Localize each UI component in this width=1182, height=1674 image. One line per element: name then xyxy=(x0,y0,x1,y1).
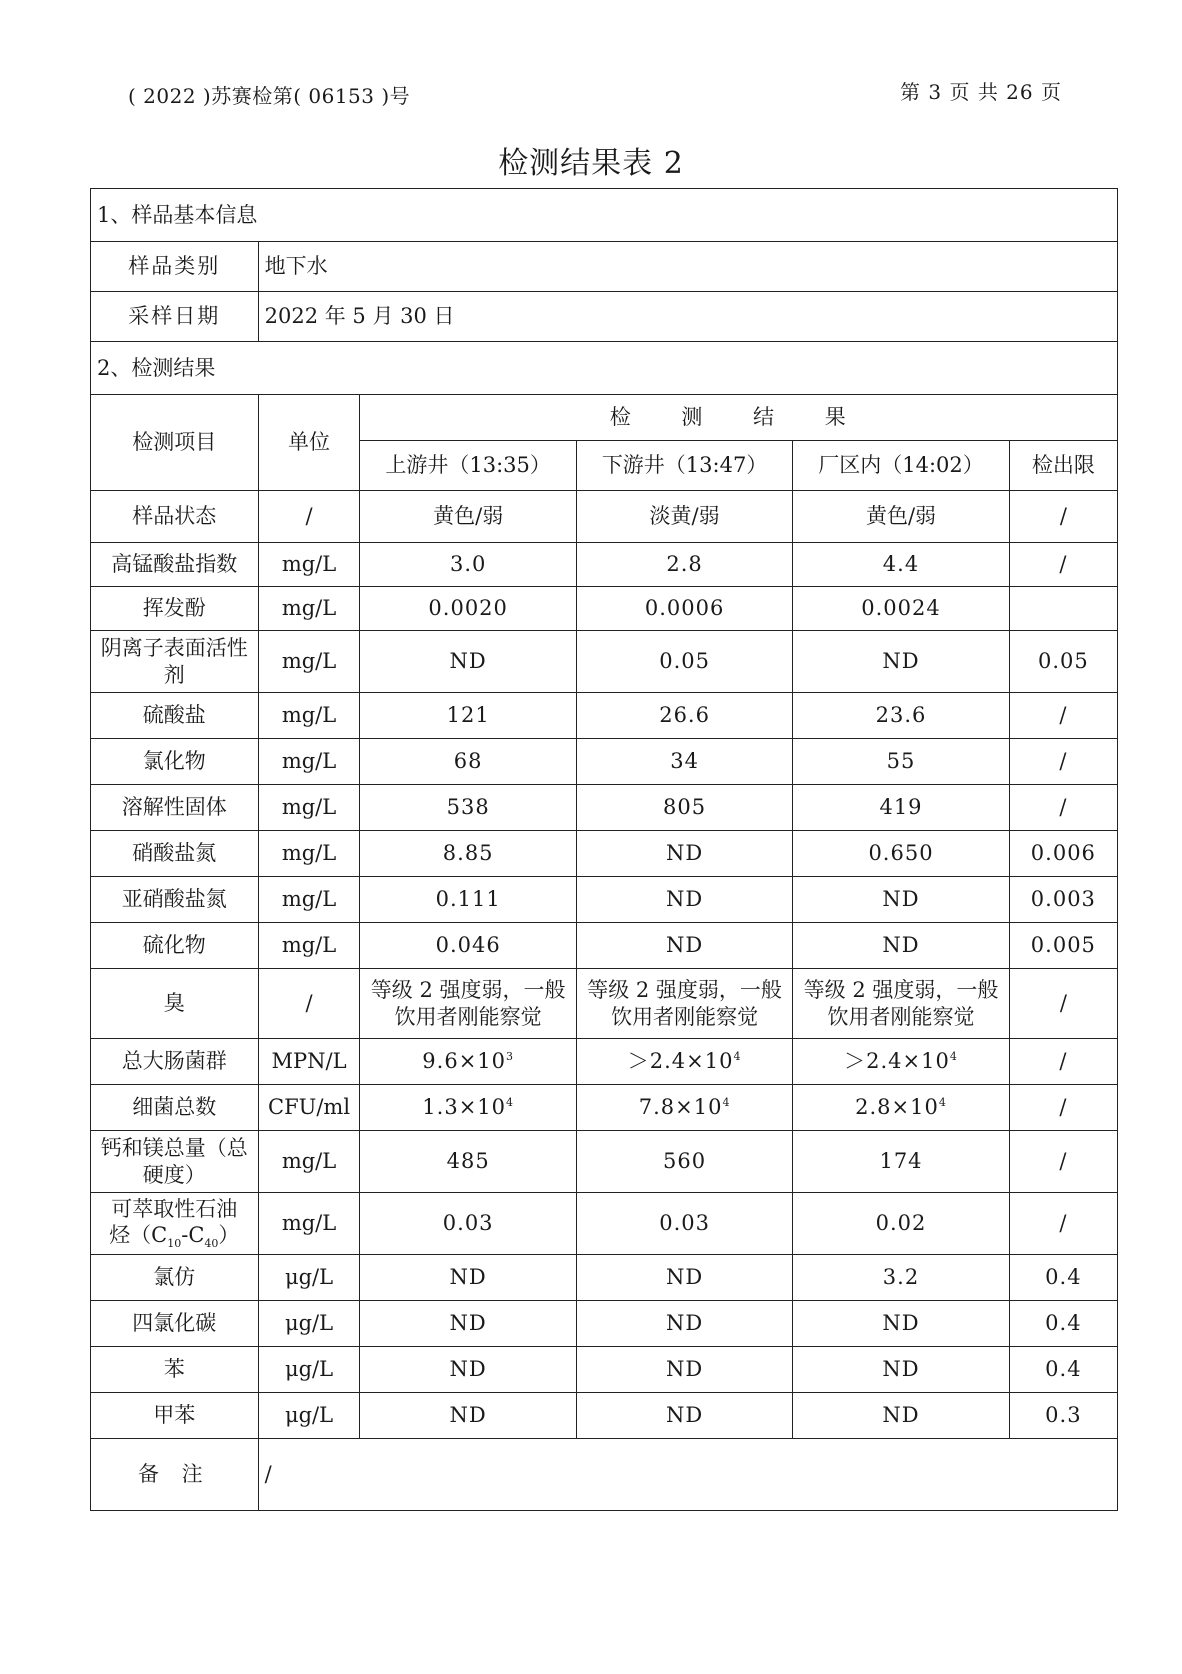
info-row xyxy=(91,292,1118,342)
plant-value: ND xyxy=(793,877,1009,923)
item-name: 总大肠菌群 xyxy=(91,1039,259,1085)
item-name: 样品状态 xyxy=(91,491,259,543)
remark-row xyxy=(91,1439,1118,1511)
plant-value: ND xyxy=(793,1301,1009,1347)
detection-limit: / xyxy=(1009,1039,1117,1085)
item-name: 亚硝酸盐氮 xyxy=(91,877,259,923)
detection-limit: 0.05 xyxy=(1009,631,1117,693)
plant-value: ND xyxy=(793,1347,1009,1393)
downstream-value: ND xyxy=(576,877,792,923)
info-row xyxy=(91,242,1118,292)
detection-limit: 0.005 xyxy=(1009,923,1117,969)
plant-value: ND xyxy=(793,1393,1009,1439)
plant-value: 4.4 xyxy=(793,543,1009,587)
item-name-close: ） xyxy=(218,1223,240,1248)
upstream-value: 8.85 xyxy=(360,831,576,877)
item-name: 细菌总数 xyxy=(91,1085,259,1131)
section-row xyxy=(91,342,1118,395)
detection-limit: / xyxy=(1009,1131,1117,1193)
plant-value: 55 xyxy=(793,739,1009,785)
col-upstream-header: 上游井（13:35） xyxy=(360,441,576,491)
upstream-value: 538 xyxy=(360,785,576,831)
upstream-value: 0.03 xyxy=(360,1193,576,1255)
downstream-value: 0.0006 xyxy=(576,587,792,631)
item-name: 氯仿 xyxy=(91,1255,259,1301)
plant-value xyxy=(793,1085,1009,1131)
downstream-value: 805 xyxy=(576,785,792,831)
downstream-value: 等级 2 强度弱，一般饮用者刚能察觉 xyxy=(576,969,792,1039)
item-name: 钙和镁总量（总硬度） xyxy=(91,1131,259,1193)
table-row xyxy=(91,1039,1118,1085)
plant-value: 419 xyxy=(793,785,1009,831)
unit: mg/L xyxy=(258,1193,360,1255)
downstream-value: 26.6 xyxy=(576,693,792,739)
plant-value: 0.650 xyxy=(793,831,1009,877)
table-row xyxy=(91,1255,1118,1301)
item-name-dash: -C xyxy=(181,1223,205,1248)
unit: mg/L xyxy=(258,587,360,631)
col-downstream-header: 下游井（13:47） xyxy=(576,441,792,491)
detection-limit: / xyxy=(1009,969,1117,1039)
item-name: 挥发酚 xyxy=(91,587,259,631)
upstream-value: ND xyxy=(360,1301,576,1347)
detection-limit: / xyxy=(1009,739,1117,785)
item-name: 硝酸盐氮 xyxy=(91,831,259,877)
upstream-value: ND xyxy=(360,1255,576,1301)
downstream-value xyxy=(576,1085,792,1131)
item-name: 高锰酸盐指数 xyxy=(91,543,259,587)
sample-date-value: 2022 年 5 月 30 日 xyxy=(258,292,1117,342)
detection-limit: 0.003 xyxy=(1009,877,1117,923)
upstream-value: 121 xyxy=(360,693,576,739)
item-name-line1: 可萃取性石油 xyxy=(111,1196,238,1221)
upstream-value xyxy=(360,1085,576,1131)
carbon-end: 40 xyxy=(204,1237,219,1251)
downstream-value: 0.03 xyxy=(576,1193,792,1255)
section-row xyxy=(91,189,1118,242)
table-row xyxy=(91,831,1118,877)
plant-value: 23.6 xyxy=(793,693,1009,739)
table-row xyxy=(91,1193,1118,1255)
plant-value xyxy=(793,1039,1009,1085)
downstream-value: ND xyxy=(576,923,792,969)
table-row xyxy=(91,1301,1118,1347)
col-results-header: 检 测 结 果 xyxy=(360,395,1118,441)
table-row xyxy=(91,1347,1118,1393)
header-row xyxy=(91,395,1118,441)
table-row xyxy=(91,739,1118,785)
results-table xyxy=(90,188,1118,1511)
item-name: 阴离子表面活性剂 xyxy=(91,631,259,693)
value-base: 9.6×10 xyxy=(422,1049,507,1074)
detection-limit xyxy=(1009,587,1117,631)
item-name: 臭 xyxy=(91,969,259,1039)
plant-value: 174 xyxy=(793,1131,1009,1193)
item-name: 四氯化碳 xyxy=(91,1301,259,1347)
downstream-value: ND xyxy=(576,831,792,877)
col-unit-header: 单位 xyxy=(258,395,360,491)
detection-limit: / xyxy=(1009,543,1117,587)
col-plant-header: 厂区内（14:02） xyxy=(793,441,1009,491)
unit: / xyxy=(258,491,360,543)
unit: / xyxy=(258,969,360,1039)
col-item-header: 检测项目 xyxy=(91,395,259,491)
downstream-value: ND xyxy=(576,1393,792,1439)
detection-limit: 0.4 xyxy=(1009,1347,1117,1393)
unit: mg/L xyxy=(258,1131,360,1193)
detection-limit: 0.3 xyxy=(1009,1393,1117,1439)
value-exponent: 4 xyxy=(938,1096,947,1110)
upstream-value xyxy=(360,1039,576,1085)
value-base: 2.8×10 xyxy=(855,1095,939,1120)
table-row xyxy=(91,785,1118,831)
value-base: ＞2.4×10 xyxy=(844,1049,950,1074)
plant-value: 0.02 xyxy=(793,1193,1009,1255)
section2-heading: 2、检测结果 xyxy=(91,342,1118,395)
unit: mg/L xyxy=(258,543,360,587)
upstream-value: 0.046 xyxy=(360,923,576,969)
downstream-value: ND xyxy=(576,1301,792,1347)
value-exponent: 4 xyxy=(949,1050,958,1064)
table-row xyxy=(91,587,1118,631)
value-exponent: 4 xyxy=(733,1050,742,1064)
table-row xyxy=(91,923,1118,969)
plant-value: 0.0024 xyxy=(793,587,1009,631)
item-name: 氯化物 xyxy=(91,739,259,785)
item-name: 溶解性固体 xyxy=(91,785,259,831)
downstream-value: 2.8 xyxy=(576,543,792,587)
page-title: 检测结果表 2 xyxy=(498,146,684,181)
plant-value: 黄色/弱 xyxy=(793,491,1009,543)
value-exponent: 3 xyxy=(506,1050,515,1064)
item-name xyxy=(91,1193,259,1255)
remark-value: / xyxy=(258,1439,1117,1511)
downstream-value: 0.05 xyxy=(576,631,792,693)
unit: mg/L xyxy=(258,877,360,923)
upstream-value: 485 xyxy=(360,1131,576,1193)
item-name-line2: 烃（C xyxy=(109,1223,168,1248)
downstream-value: 34 xyxy=(576,739,792,785)
table-row xyxy=(91,1131,1118,1193)
detection-limit: / xyxy=(1009,693,1117,739)
unit: mg/L xyxy=(258,631,360,693)
sample-type-value: 地下水 xyxy=(258,242,1117,292)
upstream-value: 0.111 xyxy=(360,877,576,923)
value-exponent: 4 xyxy=(506,1096,515,1110)
table-row xyxy=(91,631,1118,693)
unit: mg/L xyxy=(258,785,360,831)
detection-limit: / xyxy=(1009,785,1117,831)
upstream-value: ND xyxy=(360,631,576,693)
unit: μg/L xyxy=(258,1255,360,1301)
upstream-value: 黄色/弱 xyxy=(360,491,576,543)
sample-date-label: 采样日期 xyxy=(91,292,259,342)
remark-label: 备 注 xyxy=(91,1439,259,1511)
plant-value: 等级 2 强度弱，一般饮用者刚能察觉 xyxy=(793,969,1009,1039)
detection-limit: 0.4 xyxy=(1009,1301,1117,1347)
table-row xyxy=(91,491,1118,543)
downstream-value: ND xyxy=(576,1255,792,1301)
upstream-value: ND xyxy=(360,1393,576,1439)
unit: mg/L xyxy=(258,693,360,739)
downstream-value: 淡黄/弱 xyxy=(576,491,792,543)
carbon-start: 10 xyxy=(167,1237,182,1251)
col-limit-header: 检出限 xyxy=(1009,441,1117,491)
detection-limit: / xyxy=(1009,1085,1117,1131)
unit: MPN/L xyxy=(258,1039,360,1085)
unit: mg/L xyxy=(258,739,360,785)
upstream-value: 0.0020 xyxy=(360,587,576,631)
item-name: 苯 xyxy=(91,1347,259,1393)
downstream-value: 560 xyxy=(576,1131,792,1193)
detection-limit: 0.006 xyxy=(1009,831,1117,877)
detection-limit: / xyxy=(1009,1193,1117,1255)
table-row xyxy=(91,969,1118,1039)
downstream-value: ND xyxy=(576,1347,792,1393)
table-row xyxy=(91,877,1118,923)
plant-value: ND xyxy=(793,923,1009,969)
item-name: 硫酸盐 xyxy=(91,693,259,739)
downstream-value xyxy=(576,1039,792,1085)
unit: mg/L xyxy=(258,831,360,877)
sample-type-label: 样品类别 xyxy=(91,242,259,292)
detection-limit: / xyxy=(1009,491,1117,543)
value-exponent: 4 xyxy=(722,1096,731,1110)
plant-value: ND xyxy=(793,631,1009,693)
value-base: 1.3×10 xyxy=(422,1095,507,1120)
unit: mg/L xyxy=(258,923,360,969)
detection-limit: 0.4 xyxy=(1009,1255,1117,1301)
table-row xyxy=(91,693,1118,739)
table-row xyxy=(91,543,1118,587)
upstream-value: ND xyxy=(360,1347,576,1393)
upstream-value: 3.0 xyxy=(360,543,576,587)
upstream-value: 等级 2 强度弱，一般饮用者刚能察觉 xyxy=(360,969,576,1039)
item-name: 硫化物 xyxy=(91,923,259,969)
page-indicator: 第 3 页 共 26 页 xyxy=(900,80,1062,104)
value-base: 7.8×10 xyxy=(638,1095,723,1120)
unit: μg/L xyxy=(258,1301,360,1347)
item-name: 甲苯 xyxy=(91,1393,259,1439)
unit: μg/L xyxy=(258,1347,360,1393)
plant-value: 3.2 xyxy=(793,1255,1009,1301)
table-row xyxy=(91,1085,1118,1131)
unit: μg/L xyxy=(258,1393,360,1439)
section1-heading: 1、样品基本信息 xyxy=(91,189,1118,242)
upstream-value: 68 xyxy=(360,739,576,785)
value-base: ＞2.4×10 xyxy=(627,1049,734,1074)
unit: CFU/ml xyxy=(258,1085,360,1131)
table-row xyxy=(91,1393,1118,1439)
report-number: ( 2022 )苏赛检第( 06153 )号 xyxy=(128,84,411,108)
